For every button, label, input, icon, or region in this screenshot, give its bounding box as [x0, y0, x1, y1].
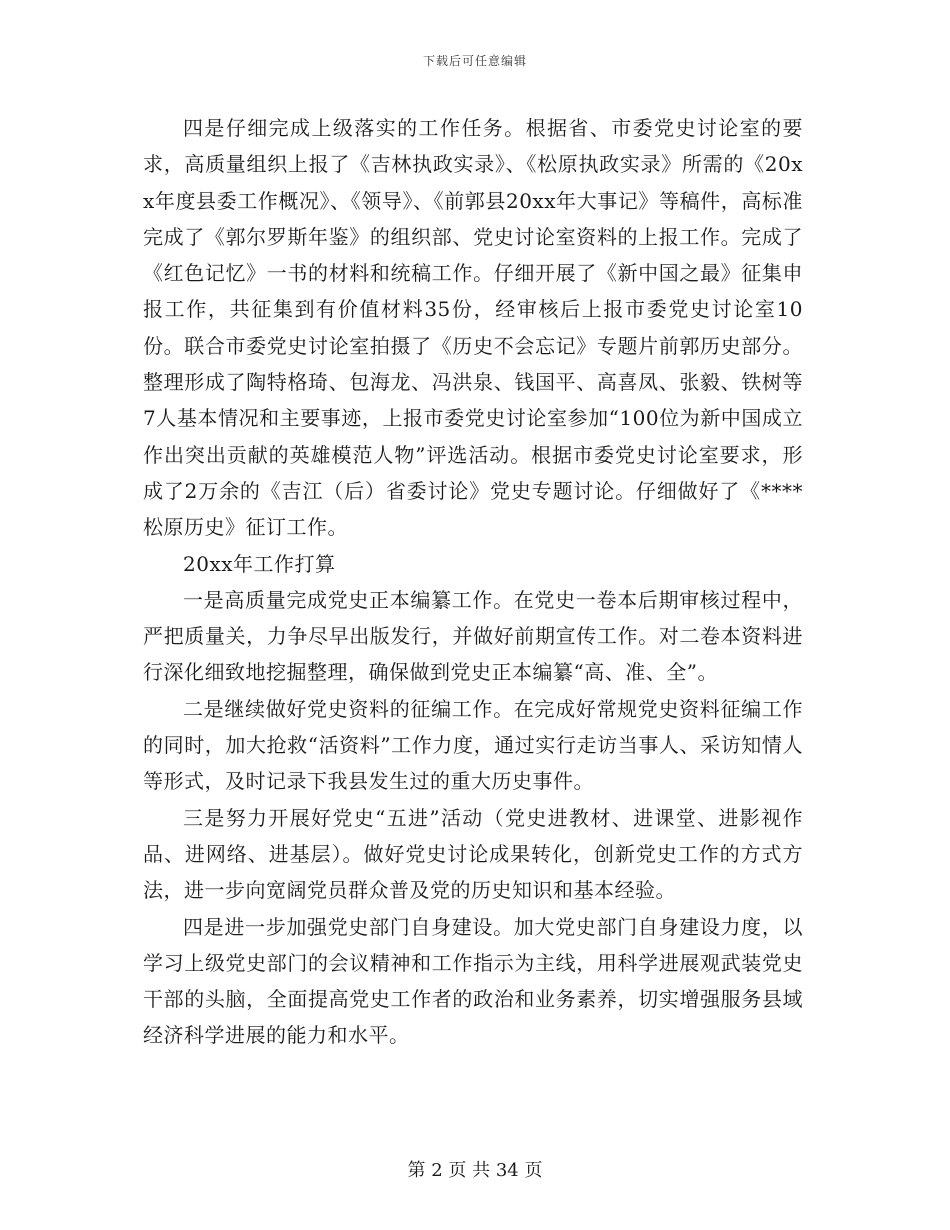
paragraph-plan-five-entries: 三是努力开展好党史“五进”活动（党史进教材、进课堂、进影视作品、进网络、进基层）。做好党史讨论成果转化，创新党史工作的方式方法，进一步向宽阔党员群众普及党的历史知识和基本经验。: [143, 805, 803, 903]
page-number-footer: 第 2 页 共 34 页: [407, 1160, 543, 1181]
paragraph-plan-collection: 二是继续做好党史资料的征编工作。在完成好常规党史资料征编工作的同时，加大抢救“活资料”工作力度，通过实行走访当事人、采访知情人等形式，及时记录下我县发生过的重大历史事件。: [143, 696, 803, 794]
paragraph-plan-self-building: 四是进一步加强党史部门自身建设。加大党史部门自身建设力度，以学习上级党史部门的会议精神和工作指示为主线，用科学进展观武装党史干部的头脑，全面提高党史工作者的政治和业务素养，切实增强服务县域经济科学进展的能力和水平。: [143, 914, 803, 1048]
paragraph-plan-compilation: 一是高质量完成党史正本编纂工作。在党史一卷本后期审核过程中，严把质量关，力争尽早出版发行，并做好前期宣传工作。对二卷本资料进行深化细致地挖掘整理，确保做到党史正本编纂“高、准、全”。: [143, 587, 803, 685]
page-header: 下载后可任意编辑: [422, 54, 527, 68]
document-body: [143, 110, 803, 1054]
section-heading-work-plan: 20xx年工作打算: [183, 551, 336, 576]
paragraph-task-completion: 四是仔细完成上级落实的工作任务。根据省、市委党史讨论室的要求，高质量组织上报了《吉林执政实录》、《松原执政实录》所需的《20xx年度县委工作概况》、《领导》、《前郭县20xx年大事记》等稿件，高标准完成了《郭尔罗斯年鉴》的组织部、党史讨论室资料的上报工作。完成了《红色记忆》一书的材料和统稿工作。仔细开展了《新中国之最》征集申报工作，共征集到有价值材料35份，经审核后上报市委党史讨论室10份。联合市委党史讨论室拍摄了《历史不会忘记》专题片前郭历史部分。整理形成了陶特格琦、包海龙、冯洪泉、钱国平、高喜凤、张毅、铁树等7人基本情况和主要事迹，上报市委党史讨论室参加“100位为新中国成立作出突出贡献的英雄模范人物”评选活动。根据市委党史讨论室要求，形成了2万余的《吉江（后）省委讨论》党史专题讨论。仔细做好了《****松原历史》征订工作。: [143, 116, 803, 540]
